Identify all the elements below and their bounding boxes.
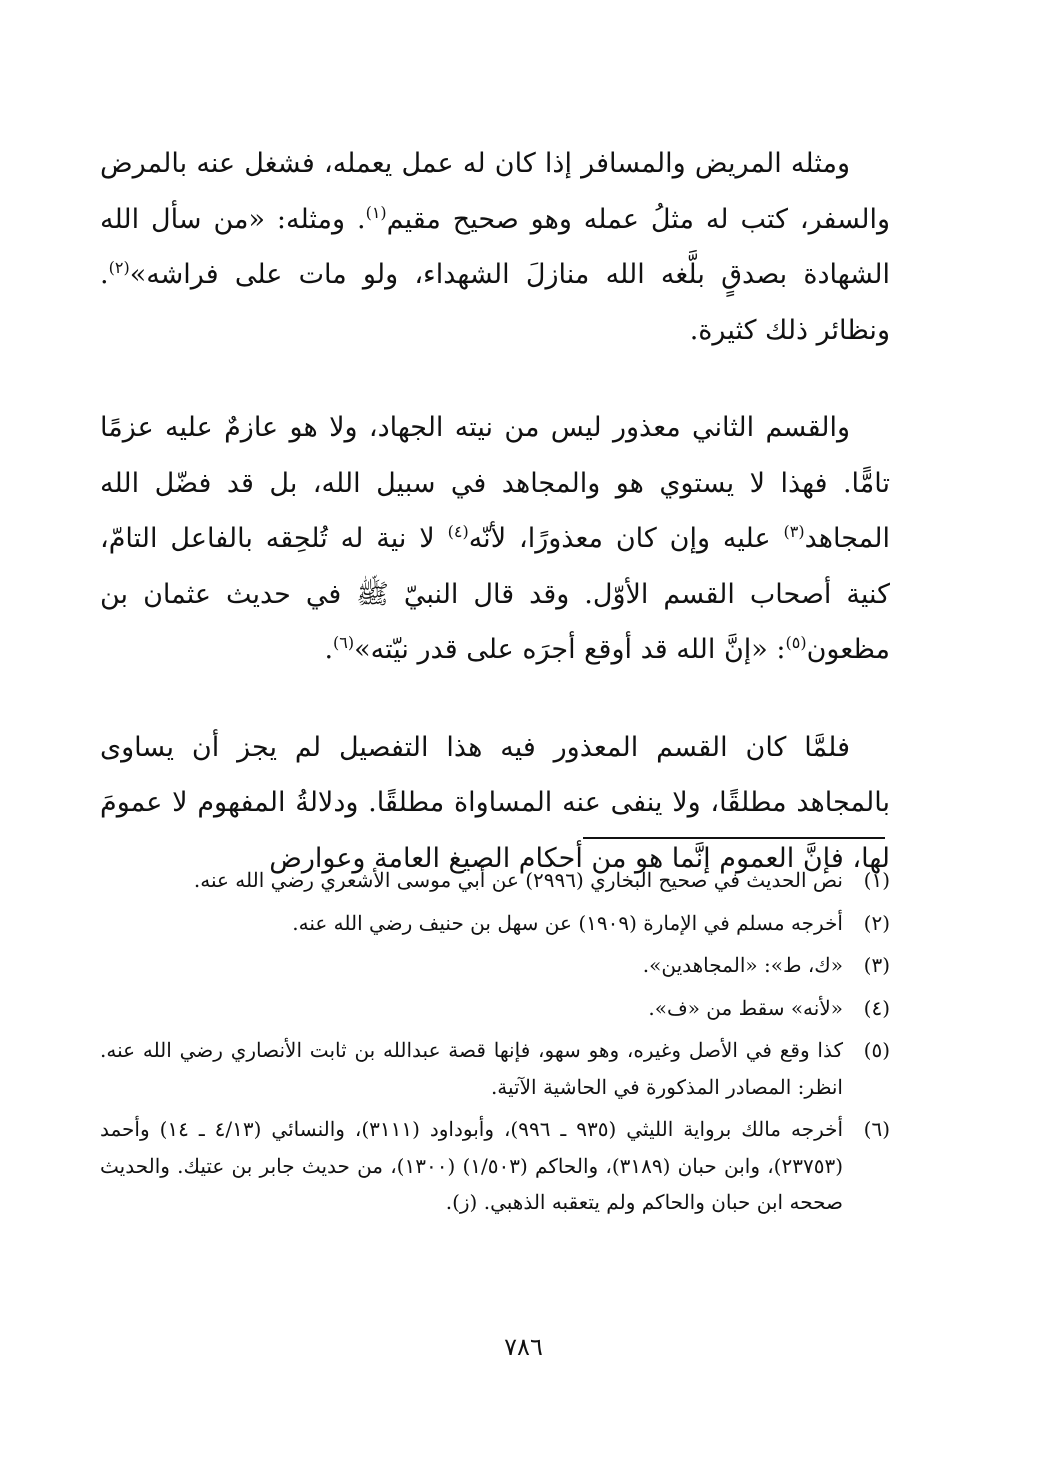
footnote	[100, 947, 890, 984]
text-run: لا نية له تُلحِقه بالفاعل التامّ، كنية أصحاب القسم الأوّل. وقد قال النبيّ ﷺ في حديث عثمان بن مظعون	[100, 523, 890, 665]
footnote-number: (٥)	[863, 1038, 890, 1062]
footnotes	[100, 862, 890, 1227]
footnote	[100, 990, 890, 1027]
footnote-text: أخرجه مسلم في الإمارة (١٩٠٩) عن سهل بن حنيف رضي الله عنه.	[292, 910, 843, 935]
text-run: والقسم الثاني معذور ليس من نيته الجهاد، ولا هو عازمٌ عليه عزمًا تامًّا. فهذا لا يستوي هو والمجاهد في سبيل الله، بل قد فضّل الله المجاهد	[100, 412, 890, 554]
paragraph	[100, 400, 890, 678]
footnote-number: (٦)	[863, 1117, 890, 1141]
footnote-reference: (٥)	[785, 633, 807, 652]
footnote-number: (٣)	[863, 953, 890, 977]
footnote-separator	[583, 837, 885, 839]
footnote	[100, 862, 890, 899]
footnote	[100, 905, 890, 942]
footnote-text: نص الحديث في صحيح البخاري (٢٩٩٦) عن أبي موسى الأشعري رضي الله عنه.	[193, 868, 843, 892]
footnote-number: (١)	[863, 868, 890, 892]
footnote-reference: (٤)	[447, 522, 469, 541]
footnote-text: «لأنه» سقط من «ف».	[648, 995, 843, 1020]
paragraph	[100, 136, 890, 358]
main-text	[100, 136, 890, 928]
text-run: . ونظائر ذلك كثيرة.	[100, 259, 890, 346]
page-number: ٧٨٦	[504, 1333, 543, 1361]
footnote-reference: (٣)	[783, 522, 805, 541]
footnote-text: أخرجه مالك برواية الليثي (٩٣٥ ـ ٩٩٦)، وأبوداود (٣١١١)، والنسائي (٤/١٣ ـ ١٤) وأحمد (٢٣٧٥٣)، وابن حبان (٣١٨٩)، والحاكم (١/٥٠٣) (١٣٠٠)، من حديث جابر بن عتيك. والحديث صححه ابن حبان والحاكم ولم يتعقبه الذهبي. (ز).	[100, 1117, 844, 1214]
footnote-reference: (٢)	[108, 258, 130, 277]
footnote-text: كذا وقع في الأصل وغيره، وهو سهو، فإنها قصة عبدالله بن ثابت الأنصاري رضي الله عنه. انظر: المصادر المذكورة في الحاشية الآتية.	[100, 1038, 843, 1099]
footnote-number: (٤)	[863, 995, 890, 1020]
footnote-text: «ك، ط»: «المجاهدين».	[642, 953, 843, 977]
text-run: . ومثله: «من سأل الله الشهادة بصدقٍ بلَّغه الله منازلَ الشهداء، ولو مات على فراشه»	[100, 203, 890, 290]
text-run: .	[324, 634, 334, 665]
text-run: : «إنَّ الله قد أوقع أجرَه على قدر نيّته»	[354, 634, 786, 665]
footnote	[100, 1111, 890, 1221]
footnote-reference: (١)	[365, 202, 387, 222]
text-run: عليه وإن كان معذورًا، لأنّه	[468, 523, 784, 554]
text-run: فلمَّا كان القسم المعذور فيه هذا التفصيل لم يجز أن يساوى بالمجاهد مطلقًا، ولا ينفى عنه المساواة مطلقًا. ودلالةُ المفهوم لا عمومَ لها، فإنَّ العموم إنَّما هو من أحكام الصيغ العامة وعوارض	[100, 731, 890, 874]
footnote	[100, 1032, 890, 1105]
text-run: ومثله المريض والمسافر إذا كان له عمل يعمله، فشغل عنه بالمرض والسفر، كتب له مثلُ عمله وهو صحيح مقيم	[100, 148, 890, 235]
footnote-number: (٢)	[863, 910, 890, 935]
footnote-reference: (٦)	[333, 633, 355, 652]
